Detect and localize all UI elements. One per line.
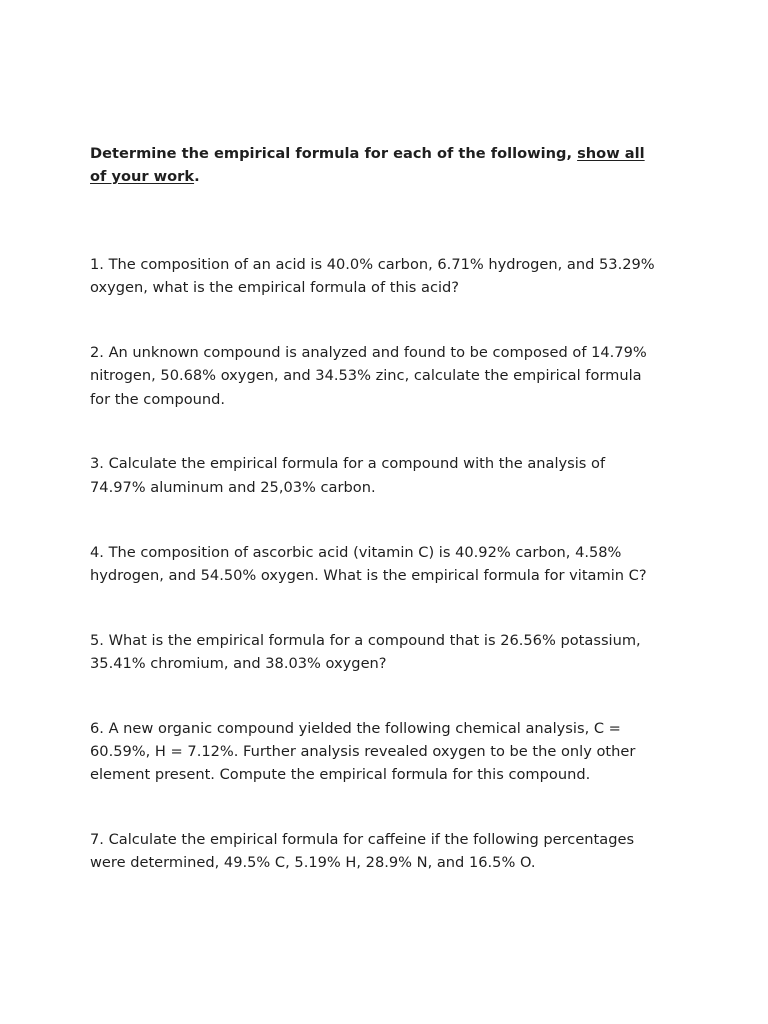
instructions (90, 142, 690, 189)
question-5: 5. What is the empirical formula for a compound that is 26.56% potassium, 35.41% chromium, and 38.03% oxygen? (90, 631, 641, 672)
question-7: 7. Calculate the empirical formula for caffeine if the following percentages were determined, 49.5% C, 5.19% H, 28.9% N, and 16.5% O. (90, 831, 635, 872)
instructions-emphasis: show all of your work (90, 144, 645, 185)
question-3: 3. Calculate the empirical formula for a compound with the analysis of 74.97% aluminum and 25,03% carbon. (90, 455, 606, 496)
instructions-lead: Determine the empirical formula for each of the following, (90, 144, 578, 162)
question-1: 1. The composition of an acid is 40.0% carbon, 6.71% hydrogen, and 53.29% oxygen, what is the empirical formula of this acid? (90, 255, 655, 297)
worksheet-body (90, 95, 690, 939)
question-6: 6. A new organic compound yielded the following chemical analysis, C = 60.59%, H = 7.12%. Further analysis revealed oxygen to be the only other element present. Compute the empirical formula for this compound. (90, 719, 636, 784)
question-4: 4. The composition of ascorbic acid (vitamin C) is 40.92% carbon, 4.58% hydrogen, and 54.50% oxygen. What is the empirical formula for vitamin C? (90, 543, 647, 584)
question-2: 2. An unknown compound is analyzed and found to be composed of 14.79% nitrogen, 50.68% oxygen, and 34.53% zinc, calculate the empirical formula for the compound. (90, 344, 647, 408)
instructions-trail: . (194, 167, 200, 185)
